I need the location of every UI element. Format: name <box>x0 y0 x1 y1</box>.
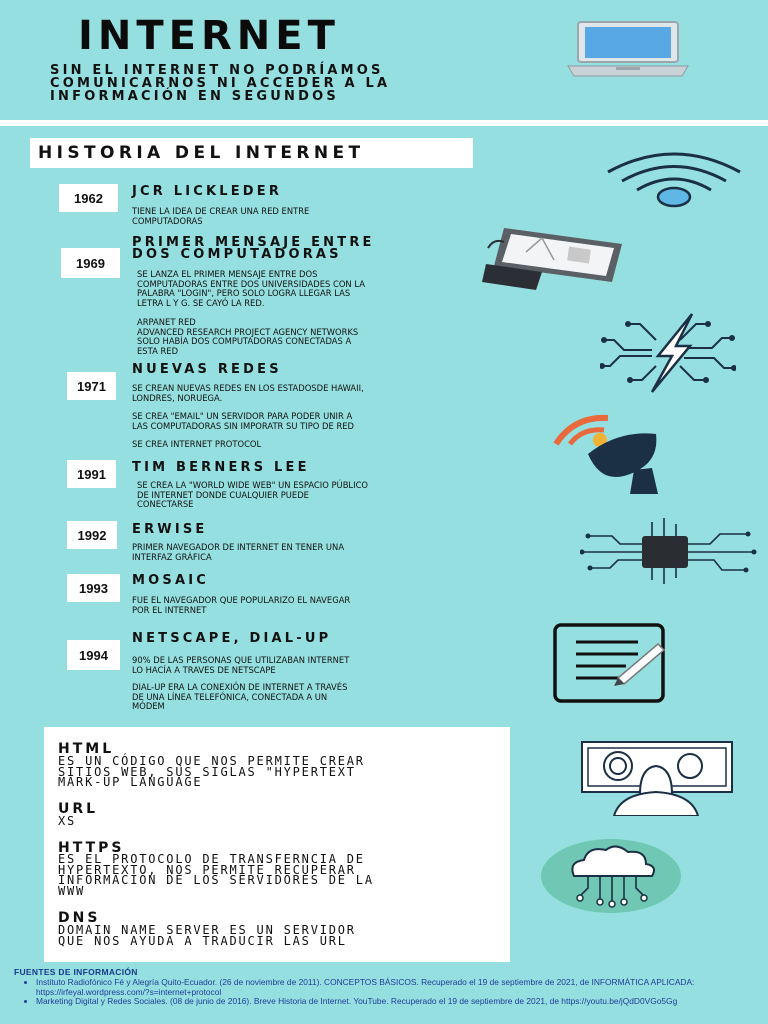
glossary-definition: ES EL PROTOCOLO DE TRANSFERNCIA DE HYPERTEXTO, NOS PERMITE RECUPERAR INFORMACIÓN DE LOS SERVIDORES DE LA WWW <box>58 852 374 898</box>
glossary-term: HTML <box>58 741 115 757</box>
glossary-definition: XS <box>58 814 77 828</box>
satellite-dish-icon <box>548 410 664 498</box>
tablet-icon <box>482 214 628 294</box>
event-title: TIM BERNERS LEE <box>132 460 310 475</box>
notepad-icon <box>552 622 668 706</box>
year-badge: 1969 <box>61 248 120 278</box>
event-title: PRIMER MENSAJE ENTRE DOS COMPUTADORAS <box>132 235 375 262</box>
year-badge: 1971 <box>67 372 116 400</box>
sources-list <box>22 978 768 1007</box>
cloud-network-icon <box>540 838 682 914</box>
event-text: SE CREAN NUEVAS REDES EN LOS ESTADOSDE HAWAII, LONDRES, NORUEGA. <box>132 383 364 403</box>
event-text: SE CREA INTERNET PROTOCOL <box>132 439 262 449</box>
event-title: NETSCAPE, DIAL-UP <box>132 631 332 646</box>
event-text: SE LANZA EL PRIMER MENSAJE ENTRE DOS COMPUTADORAS ENTRE DOS UNIVERSIDADES CON LA PALABRA "LOGIN", PERO SOLO LOGRA LLEGAR LAS LETRA L Y G. SE CAYÓ LA RED. <box>137 269 365 308</box>
event-text: PRIMER NAVEGADOR DE INTERNET EN TENER UNA INTERFAZ GRÁFICA <box>132 542 345 562</box>
history-heading: HISTORIA DEL INTERNET <box>38 143 365 163</box>
source-item: • Marketing Digital y Redes Sociales. (08 de junio de 2016). Breve Historia de Internet. YouTube. Recuperado el 19 de septiembre de 2021, de https://youtu.be/jQdD0VGo5Gg <box>36 997 768 1007</box>
event-title: ERWISE <box>132 522 208 537</box>
glossary-definition: DOMAIN NAME SERVER ES UN SERVIDOR QUE NOS AYUDA A TRADUCIR LAS URL <box>58 923 356 948</box>
event-title: MOSAIC <box>132 573 209 588</box>
year-badge: 1993 <box>67 574 120 602</box>
event-text: TIENE LA IDEA DE CREAR UNA RED ENTRE COMPUTADORAS <box>132 206 310 226</box>
event-text: DIAL-UP ERA LA CONEXIÓN DE INTERNET A TRAVÉS DE UNA LÍNEA TELEFÓNICA, CONECTADA A UN MÓDEM <box>132 682 348 712</box>
header-divider <box>0 120 768 126</box>
sources-heading: FUENTES DE INFORMACIÓN <box>14 967 138 977</box>
chip-icon <box>580 516 758 586</box>
person-screen-icon <box>580 740 734 816</box>
event-text: SE CREA "EMAIL" UN SERVIDOR PARA PODER UNIR A LAS COMPUTADORAS SIN IMPORATR SU TIPO DE RED <box>132 411 354 431</box>
event-title: NUEVAS REDES <box>132 362 282 377</box>
page-subtitle: SIN EL INTERNET NO PODRÍAMOS COMUNICARNOS NI ACCEDER A LA INFORMACIÓN EN SEGUNDOS <box>50 63 391 104</box>
circuit-bolt-icon <box>600 310 736 394</box>
year-badge: 1994 <box>67 640 120 670</box>
glossary-term: DNS <box>58 910 101 926</box>
year-badge: 1962 <box>59 184 118 212</box>
glossary-term: HTTPS <box>58 840 125 856</box>
event-text: 90% DE LAS PERSONAS QUE UTILIZABAN INTERNET LO HACÍA A TRAVES DE NETSCAPE <box>132 655 350 675</box>
event-title: JCR LICKLEDER <box>132 184 283 199</box>
year-badge: 1992 <box>67 521 117 549</box>
page-title: INTERNET <box>78 13 340 59</box>
glossary-definition: ES UN CÓDIGO QUE NOS PERMITE CREAR SITIOS WEB, SUS SIGLAS "HYPERTEXT MARK-UP LANGUAGE <box>58 754 365 789</box>
event-text: ARPANET RED ADVANCED RESEARCH PROJECT AGENCY NETWORKS SOLO HABÍA DOS COMPUTADORAS CONECTADAS A ESTA RED <box>137 317 359 356</box>
laptop-icon <box>566 20 692 80</box>
event-text: SE CREA LA "WORLD WIDE WEB" UN ESPACIO PÚBLICO DE INTERNET DONDE CUALQUIER PUEDE CONECTARSE <box>137 480 369 510</box>
source-item: • Instituto Radiofónico Fé y Alegría Quito-Ecuador. (26 de noviembre de 2011). CONCEPTOS BÁSICOS. Recuperado el 19 de septiembre de 2021, de INFORMÁTICA APLICADA: https://irfeyal.wordpress.com/?s=internet+protocol <box>36 978 768 997</box>
year-badge: 1991 <box>67 460 116 488</box>
glossary-term: URL <box>58 801 99 817</box>
event-text: FUE EL NAVEGADOR QUE POPULARIZO EL NAVEGAR POR EL INTERNET <box>132 595 351 615</box>
wifi-icon <box>604 150 744 210</box>
